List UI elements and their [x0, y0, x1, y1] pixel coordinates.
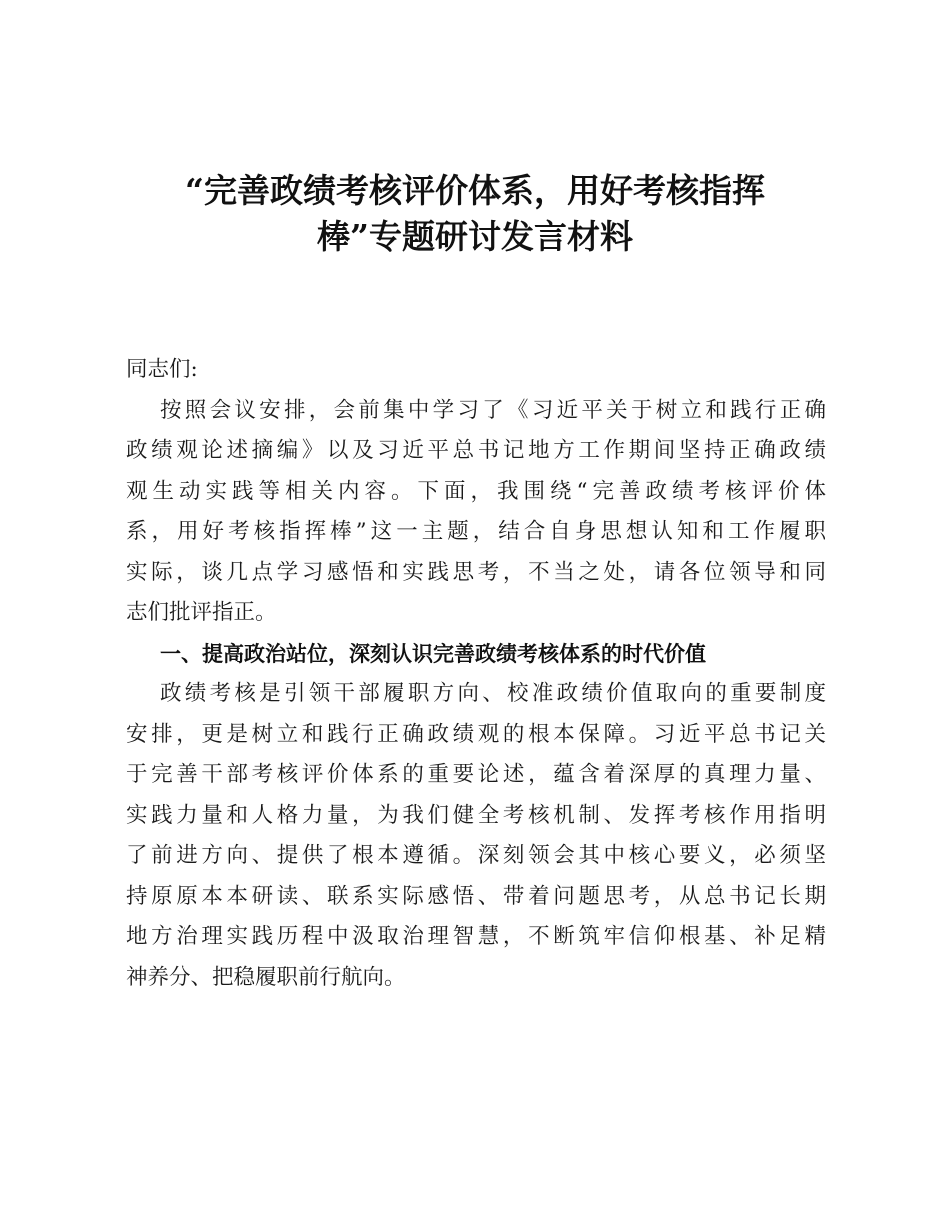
paragraph-line: 实践力量和人格力量，为我们健全考核机制、发挥考核作用指明: [126, 802, 826, 828]
document-title: [125, 168, 825, 260]
paragraph-line: 志们批评指正。: [126, 600, 277, 625]
salutation: 同志们:: [126, 357, 198, 382]
paragraph-line: 了前进方向、提供了根本遵循。深刻领会其中核心要义，必须坚: [126, 843, 826, 868]
paragraph-line: 安排，更是树立和践行正确政绩观的根本保障。习近平总书记关: [126, 721, 826, 747]
paragraph-line: 政绩观论述摘编》以及习近平总书记地方工作期间坚持正确政绩: [126, 438, 826, 463]
paragraph-line: 神养分、把稳履职前行航向。: [126, 964, 406, 990]
paragraph-section-1: [126, 674, 826, 998]
title-line-1: “完善政绩考核评价体系，用好考核指挥: [185, 171, 765, 210]
title-line-2: 棒”专题研讨发言材料: [317, 217, 633, 256]
paragraph-line: 于完善干部考核评价体系的重要论述，蕴含着深厚的真理力量、: [126, 762, 826, 787]
paragraph-line: 持原原本本研读、联系实际感悟、带着问题思考，从总书记长期: [126, 883, 826, 909]
paragraph-line: 系，用好考核指挥棒”这一主题，结合自身思想认知和工作履职: [126, 519, 826, 544]
section-heading: 一、提高政治站位，深刻认识完善政绩考核体系的时代价值: [160, 641, 706, 666]
paragraph-line: 政绩考核是引领干部履职方向、校准政绩价值取向的重要制度: [160, 681, 826, 706]
paragraph-line: 地方治理实践历程中汲取治理智慧，不断筑牢信仰根基、补足精: [126, 924, 826, 949]
paragraph-line: 按照会议安排，会前集中学习了《习近平关于树立和践行正确: [160, 397, 826, 423]
paragraph-line: 观生动实践等相关内容。下面，我围绕“完善政绩考核评价体: [126, 478, 826, 504]
paragraph-line: 实际，谈几点学习感悟和实践思考，不当之处，请各位领导和同: [126, 559, 826, 585]
document-body: [126, 350, 826, 998]
paragraph-intro: [126, 391, 826, 634]
